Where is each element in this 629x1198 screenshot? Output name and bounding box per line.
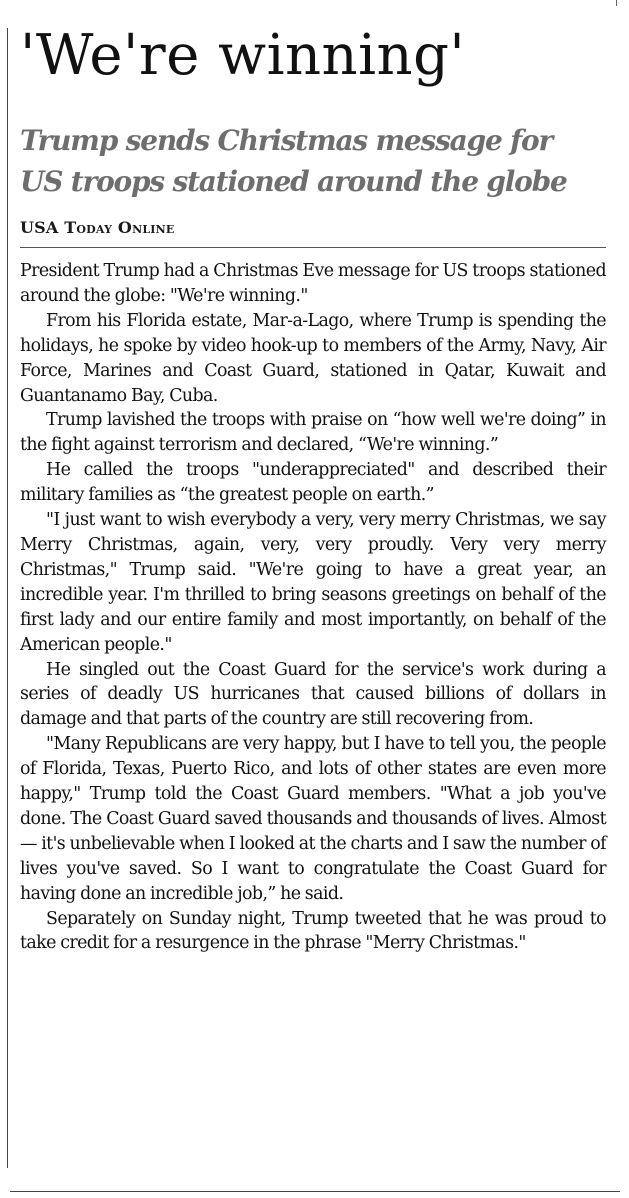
article-body [20,259,606,956]
bottom-rule [10,1191,620,1192]
article-paragraph: President Trump had a Christmas Eve message for US troops stationed around the globe: "We're winning." [20,261,606,306]
article-paragraph: Separately on Sunday night, Trump tweeted that he was proud to take credit for a resurgence in the phrase "Merry Christmas." [20,908,606,954]
headline: 'We're winning' [20,23,466,88]
left-column-rule [7,28,8,1168]
source-divider [20,247,606,248]
article-paragraph: He called the troops "underappreciated" and described their military families as “the greatest people on earth.” [20,460,606,506]
article-paragraph: He singled out the Coast Guard for the service's work during a series of deadly US hurricanes that caused billions of dollars in damage and that parts of the country are still recovering from. [20,659,606,730]
article-paragraph: Trump lavished the troops with praise on “how well we're doing” in the fight against terrorism and declared, “We're winning.” [20,410,606,456]
article-paragraph: From his Florida estate, Mar-a-Lago, where Trump is spending the holidays, he spoke by video hook-up to members of the Army, Navy, Air Force, Marines and Coast Guard, stationed in Qatar, Kuwait and Guantanamo Bay, Cuba. [20,310,606,406]
subheadline [20,120,620,202]
source-credit: USA Today Online [20,218,175,237]
subheadline-line: US troops stationed around the globe [20,165,567,198]
article-paragraph: "Many Republicans are very happy, but I have to tell you, the people of Florida, Texas, Puerto Rico, and lots of other states are even more happy," Trump told the Coast Guard members. "What a job you've done. The Coast Guard saved thousands and thousands of lives. Almost — it's unbelievable when I looked at the charts and I saw the number of lives you've saved. So I want to congratulate the Coast Guard for having done an incredible job,” he said. [20,734,606,904]
top-edge-mark [616,0,617,6]
article-paragraph: "I just want to wish everybody a very, very merry Christmas, we say Merry Christmas, again, very, very proudly. Very very merry Christmas," Trump said. "We're going to have a great year, an incredible year. I'm thrilled to bring seasons greetings on behalf of the first lady and our entire family and most importantly, on behalf of the American people." [20,510,606,655]
subheadline-line: Trump sends Christmas message for [20,124,553,157]
